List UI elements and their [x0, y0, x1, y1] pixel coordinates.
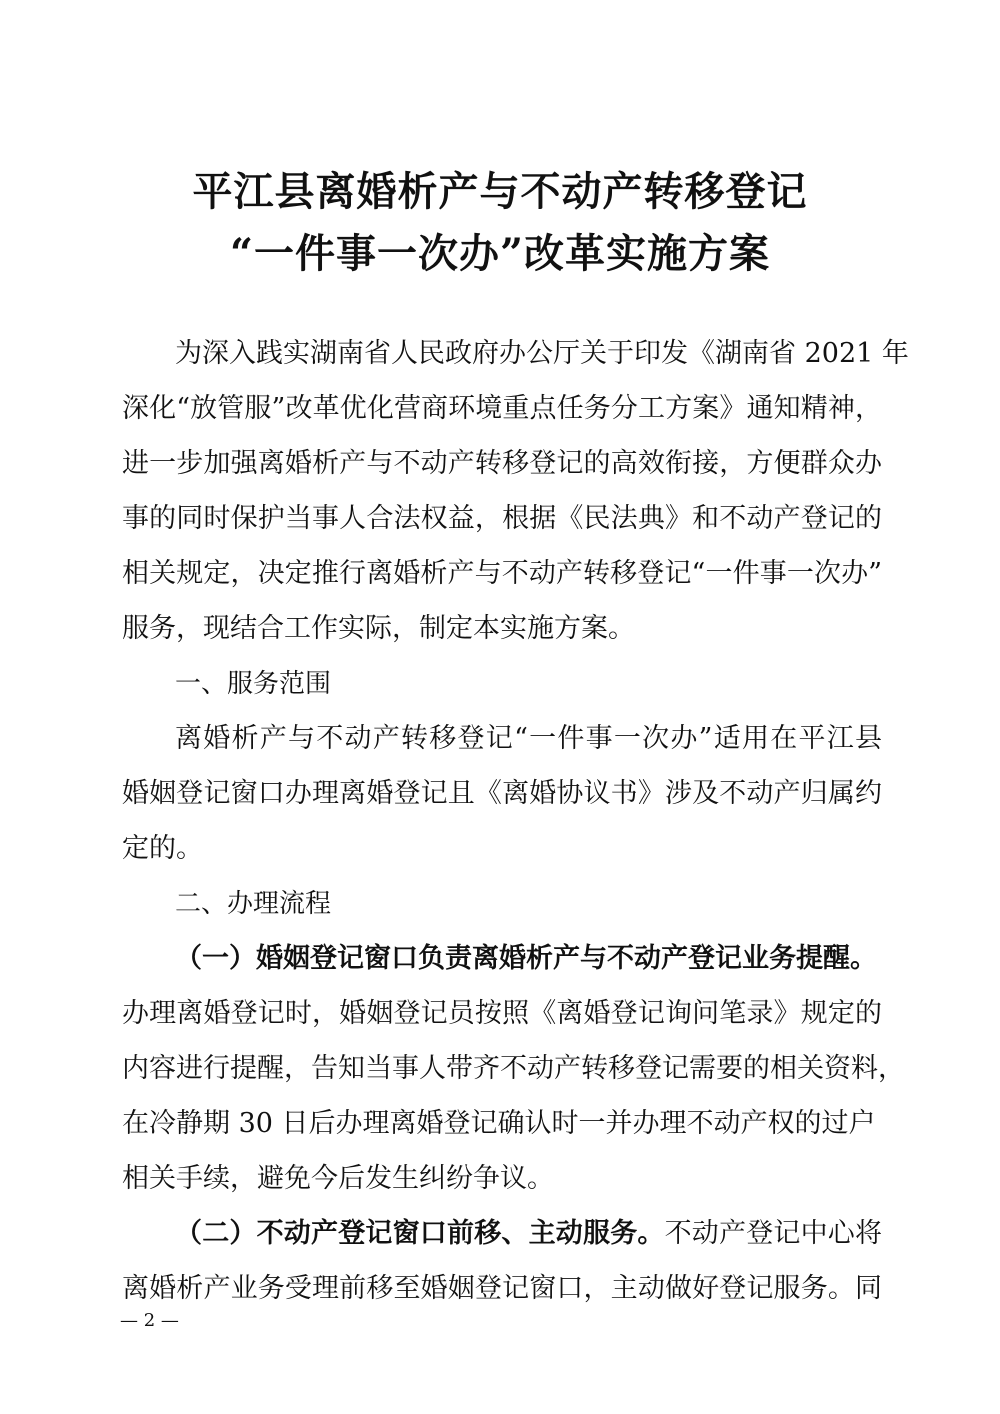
intro-line: 服务，现结合工作实际，制定本实施方案。	[122, 613, 635, 644]
intro-line: 相关规定，决定推行离婚析产与不动产转移登记“一件事一次办”	[122, 558, 882, 589]
subsection-1-line: 在冷静期 30 日后办理离婚登记确认时一并办理不动产权的过户	[122, 1108, 876, 1139]
subsection-2-line: 离婚析产业务受理前移至婚姻登记窗口，主动做好登记服务。同	[122, 1273, 882, 1304]
subsection-2-heading: （二）不动产登记窗口前移、主动服务。	[175, 1218, 665, 1249]
section-1-line: 定的。	[122, 833, 203, 864]
page-number: — 2 —	[120, 1310, 179, 1331]
section-heading-service-scope: 一、服务范围	[175, 669, 332, 699]
intro-line: 事的同时保护当事人合法权益，根据《民法典》和不动产登记的	[122, 503, 882, 534]
subsection-1-line: 相关手续，避免今后发生纠纷争议。	[122, 1163, 554, 1194]
subsection-1-heading: （一）婚姻登记窗口负责离婚析产与不动产登记业务提醒。	[175, 943, 877, 974]
section-1-line: 婚姻登记窗口办理离婚登记且《离婚协议书》涉及不动产归属约	[122, 778, 882, 809]
subsection-1-line: 内容进行提醒，告知当事人带齐不动产转移登记需要的相关资料，	[122, 1053, 905, 1084]
intro-line: 进一步加强离婚析产与不动产转移登记的高效衔接，方便群众办	[122, 448, 882, 479]
subsection-1-line: 办理离婚登记时，婚姻登记员按照《离婚登记询问笔录》规定的	[122, 998, 882, 1029]
document-title-line-1: 平江县离婚析产与不动产转移登记	[192, 168, 808, 215]
section-1-line: 离婚析产与不动产转移登记“一件事一次办”适用在平江县	[175, 723, 882, 754]
intro-line: 为深入践实湖南省人民政府办公厅关于印发《湖南省 2021 年	[175, 338, 909, 369]
intro-line: 深化“放管服”改革优化营商环境重点任务分工方案》通知精神，	[122, 393, 882, 424]
document-title-line-2: “一件事一次办”改革实施方案	[229, 230, 770, 277]
subsection-2-first-line	[175, 1217, 882, 1251]
section-heading-process: 二、办理流程	[175, 889, 332, 919]
subsection-2-text: 不动产登记中心将	[664, 1218, 883, 1249]
